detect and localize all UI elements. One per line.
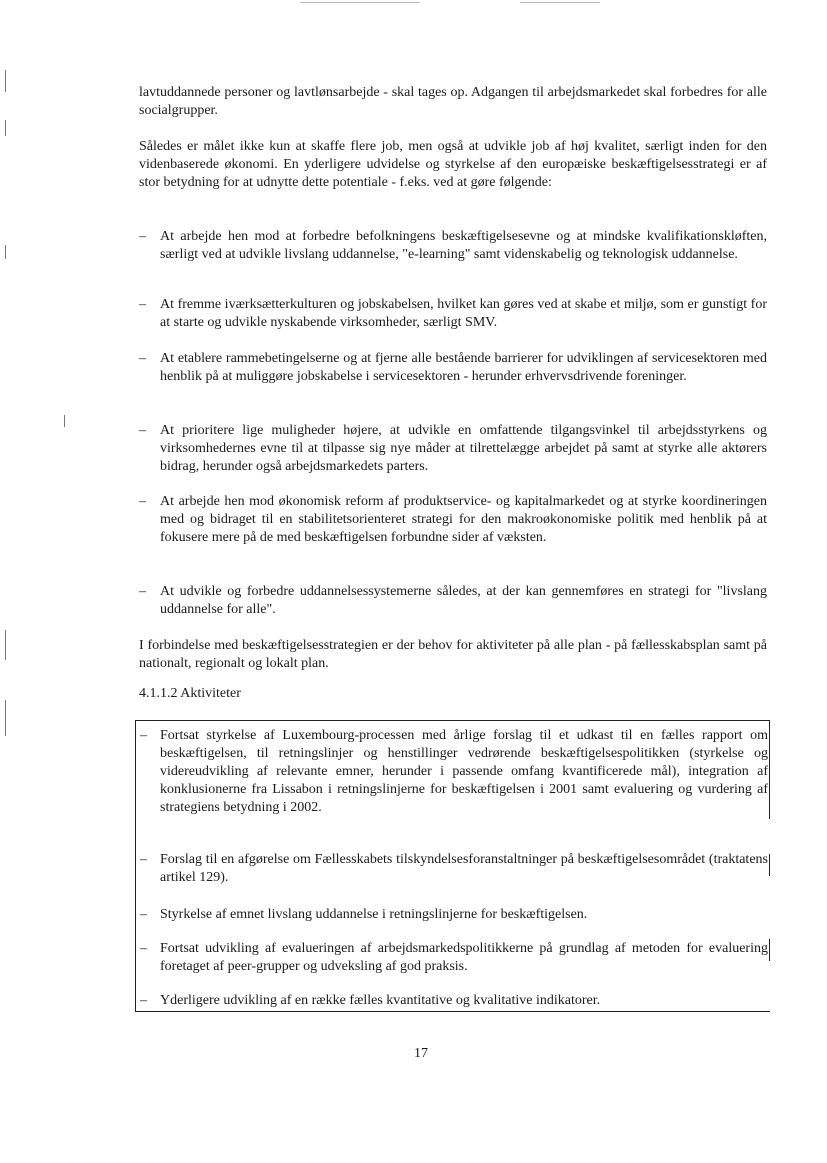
intro-paragraph-1: lavtuddannede personer og lavtlønsarbejde - skal tages op. Adgangen til arbejdsmarkedet skal forbedres for alle socialgrupper.: [139, 85, 767, 118]
scan-artifact: [520, 2, 600, 3]
list-item-text: At arbejde hen mod at forbedre befolkningens beskæftigelsesevne og at mindske kvalifikationskløften, særligt ved at udvikle livslang uddannelse, "e-learning" samt videnskabelig og teknologisk uddannelse.: [160, 229, 767, 262]
bullet-dash: –: [139, 494, 146, 509]
box-rule: [769, 939, 770, 961]
bullet-dash: –: [139, 351, 146, 366]
list-item-text: Fortsat udvikling af evalueringen af arbejdsmarkedspolitikkerne på grundlag af metoden for evaluering foretaget af peer-grupper og udveksling af god praksis.: [160, 941, 768, 974]
bullet-dash: –: [140, 941, 147, 956]
list-item-text: At udvikle og forbedre uddannelsessystemerne således, at der kan gennemføres en strategi for "livslang uddannelse for alle".: [160, 584, 767, 617]
scan-artifact: [300, 2, 420, 3]
bullet-dash: –: [140, 728, 147, 743]
list-item-text: Styrkelse af emnet livslang uddannelse i retningslinjerne for beskæftigelsen.: [160, 907, 588, 922]
bullet-dash: –: [139, 423, 146, 438]
list-item-text: At etablere rammebetingelserne og at fjerne alle bestående barrierer for udviklingen af servicesektoren med henblik på at muliggøre jobskabelse i servicesektoren - herunder erhvervsdrivende foreninger.: [160, 351, 767, 384]
scan-artifact: [5, 70, 6, 92]
list-item-text: Fortsat styrkelse af Luxembourg-processen med årlige forslag til et udkast til en fælles rapport om beskæftigelsen, til retningslinjer og henstillinger vedrørende beskæftigelsespolitikken (styrkelse og videreudvikling af relevante emner, herunder i passende omfang kvantificerede mål), integration af konklusionerne fra Lissabon i retningslinjerne for beskæftigelsen i 2001 samt evaluering og vurdering af strategiens betydning i 2002.: [160, 728, 768, 815]
scan-artifact: [5, 245, 6, 259]
list-item-text: At prioritere lige muligheder højere, at udvikle en omfattende tilgangsvinkel til arbejdsstyrkens og virksomhedernes evne til at tilpasse sig nye måder at tilrettelægge arbejdet på samt at styrke alle aktørers bidrag, herunder også arbejdsmarkedets parters.: [160, 423, 767, 474]
box-rule: [769, 854, 770, 876]
bullet-dash: –: [139, 297, 146, 312]
intro-paragraph-2: Således er målet ikke kun at skaffe flere job, men også at udvikle job af høj kvalitet, særligt inden for den videnbaserede økonomi. En yderligere udvidelse og styrkelse af den europæiske beskæftigelsesstrategi er af stor betydning for at udnytte dette potentiale - f.eks. ved at gøre følgende:: [139, 139, 767, 190]
scan-artifact: [5, 120, 6, 136]
box-rule: [769, 721, 770, 819]
bullet-dash: –: [140, 993, 147, 1008]
activities-box: [135, 720, 770, 1012]
scan-artifact: [5, 700, 6, 736]
list-item-text: Forslag til en afgørelse om Fællesskabets tilskyndelsesforanstaltninger på beskæftigelsesområdet (traktatens artikel 129).: [160, 852, 768, 885]
scan-artifact: [64, 415, 65, 427]
page-number: 17: [414, 1046, 428, 1061]
section-heading: 4.1.1.2 Aktiviteter: [139, 686, 241, 701]
list-item-text: At arbejde hen mod økonomisk reform af produktservice- og kapitalmarkedet og at styrke koordineringen med og bidraget til en stabilitetsorienteret strategi for den makroøkonomiske politik med henblik på at fokusere mere på de med beskæftigelsen forbundne sider af væksten.: [160, 494, 767, 545]
list-item-text: At fremme iværksætterkulturen og jobskabelsen, hvilket kan gøres ved at skabe et miljø, som er gunstigt for at starte og udvikle nyskabende virksomheder, særligt SMV.: [160, 297, 767, 330]
bullet-dash: –: [139, 229, 146, 244]
bullet-dash: –: [140, 852, 147, 867]
bullet-dash: –: [139, 584, 146, 599]
list-item-text: Yderligere udvikling af en række fælles kvantitative og kvalitative indikatorer.: [160, 993, 601, 1008]
bullet-dash: –: [140, 907, 147, 922]
closing-paragraph: I forbindelse med beskæftigelsesstrategien er der behov for aktiviteter på alle plan - på fællesskabsplan samt på nationalt, regionalt og lokalt plan.: [139, 638, 767, 671]
scan-artifact: [5, 630, 6, 660]
